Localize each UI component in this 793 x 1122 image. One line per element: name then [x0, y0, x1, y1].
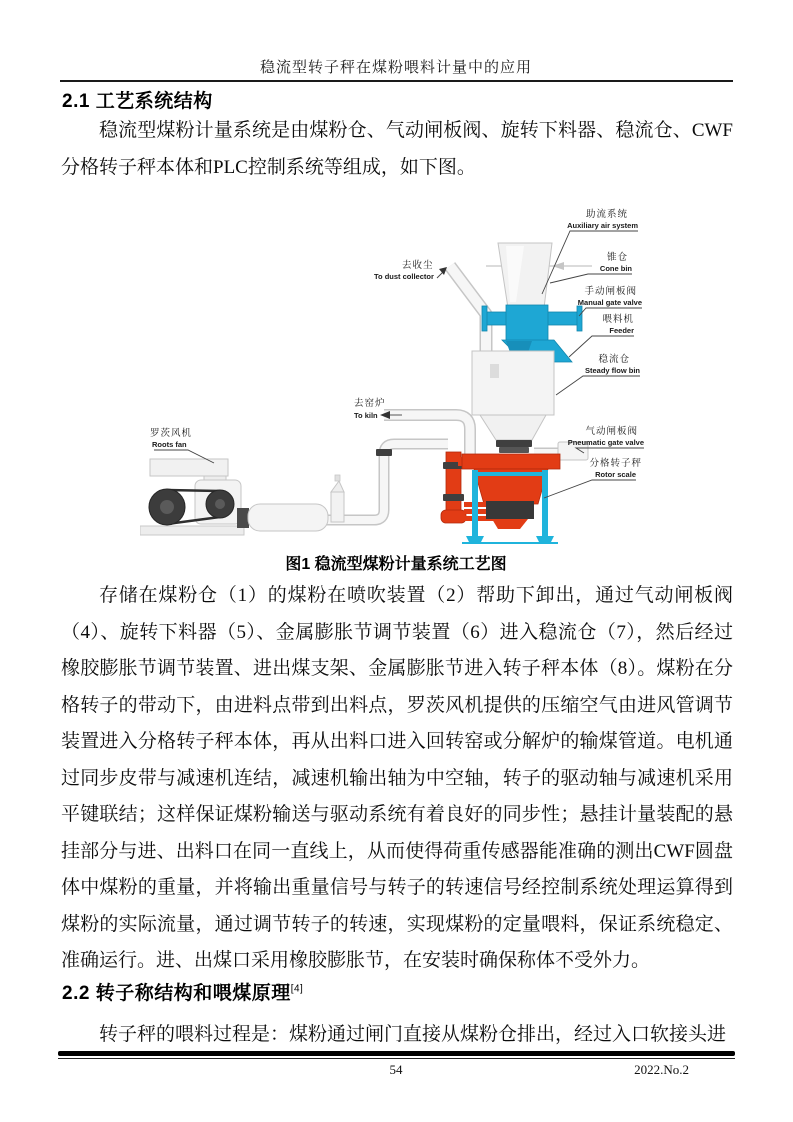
paragraph-process-description: 存储在煤粉仓（1）的煤粉在喷吹装置（2）帮助下卸出，通过气动闸板阀（4）、旋转下料器（5）、金属膨胀节调节装置（6）进入稳流仓（7），然后经过橡胶膨胀节调节装置、进出煤支架、金属膨胀节进入转子秤本体（8）。煤粉在分格转子的带动下，由进料点带到出料点，罗茨风机提供的压缩空气由进风管调节装置进入分格转子秤本体，再从出料口进入回转窑或分解炉的输煤管道。电机通过同步皮带与减速机连结，减速机输出轴为中空轴，转子的驱动轴与减速机采用平键联结；这样保证煤粉输送与驱动系统有着良好的同步性；悬挂计量装配的悬挂部分与进、出料口在同一直线上，从而使得荷重传感器能准确的测出CWF圆盘体中煤粉的重量，并将输出重量信号与转子的转速信号经控制系统处理运算得到煤粉的实际流量，通过调节转子的转速，实现煤粉的定量喂料，保证系统稳定、准确运行。进、出煤口采用橡胶膨胀节，在安装时确保称体不受外力。	[61, 585, 733, 971]
label-dust-collector-zh: 去收尘	[402, 260, 434, 271]
label-manual-gate-valve-zh: 手动闸板阀	[584, 286, 637, 297]
steady-flow-bin-shape	[472, 351, 554, 453]
label-kiln-zh: 去窑炉	[354, 398, 386, 409]
label-roots-fan-en: Roots fan	[152, 440, 187, 449]
label-rotor-scale-en: Rotor scale	[595, 470, 636, 479]
label-pneumatic-gate-valve-en: Pneumatic gate valve	[567, 438, 644, 447]
header-rule	[60, 80, 733, 82]
figure-1-process-diagram	[140, 202, 740, 547]
paragraph-system-composition: 稳流型煤粉计量系统是由煤粉仓、气动闸板阀、旋转下料器、稳流仓、CWF分格转子秤本体和PLC控制系统等组成，如下图。	[61, 120, 733, 178]
issue-number: 2022.No.2	[634, 1062, 689, 1077]
figure-1-caption: 图1 稳流型煤粉计量系统工艺图	[285, 556, 507, 573]
roots-fan-machine	[140, 459, 244, 535]
label-feeder-zh: 喂料机	[602, 314, 634, 325]
label-kiln-en: To kiln	[354, 411, 378, 420]
paragraph-feeding-process: 转子秤的喂料过程是：煤粉通过闸门直接从煤粉仓排出，经过入口软接头进	[99, 1024, 727, 1045]
rotor-drive-box	[486, 501, 534, 519]
dust-collector-pipe	[450, 266, 486, 354]
label-rotor-scale-zh: 分格转子秤	[589, 458, 642, 469]
label-steady-flow-bin-zh: 稳流仓	[598, 354, 630, 365]
label-steady-flow-bin-en: Steady flow bin	[584, 366, 640, 375]
label-roots-fan-zh: 罗茨风机	[150, 428, 193, 439]
auxiliary-air-valve-icon	[552, 262, 564, 270]
label-pneumatic-gate-valve-zh: 气动闸板阀	[585, 426, 638, 437]
label-dust-collector-en: To dust collector	[374, 272, 434, 281]
page-number: 54	[389, 1062, 403, 1077]
footer-rule	[58, 1051, 735, 1056]
cone-bin-shape	[498, 243, 552, 308]
label-manual-gate-valve	[578, 285, 642, 316]
label-roots-fan	[150, 427, 214, 463]
silencer	[237, 504, 328, 531]
process-flow-svg	[140, 202, 740, 547]
pipe-gasket	[376, 449, 392, 456]
running-title: 稳流型转子秤在煤粉喂料计量中的应用	[259, 60, 532, 76]
citation-4: [4]	[290, 983, 304, 995]
section-2-2-heading	[62, 978, 734, 1005]
label-to-dust-collector	[374, 259, 447, 281]
inlet-valve	[331, 475, 344, 522]
label-cone-bin-en: Cone bin	[599, 264, 632, 273]
section-2-2-heading-text: 2.2 转子称结构和喂煤原理	[62, 983, 291, 1004]
label-auxiliary-air-en: Auxiliary air system	[567, 221, 638, 230]
label-feeder-en: Feeder	[609, 326, 634, 335]
label-manual-gate-valve-en: Manual gate valve	[577, 298, 642, 307]
label-cone-bin-zh: 锥仓	[606, 252, 628, 263]
section-2-1-heading: 2.1 工艺系统结构	[62, 91, 213, 112]
label-auxiliary-air-zh: 助流系统	[585, 209, 628, 220]
